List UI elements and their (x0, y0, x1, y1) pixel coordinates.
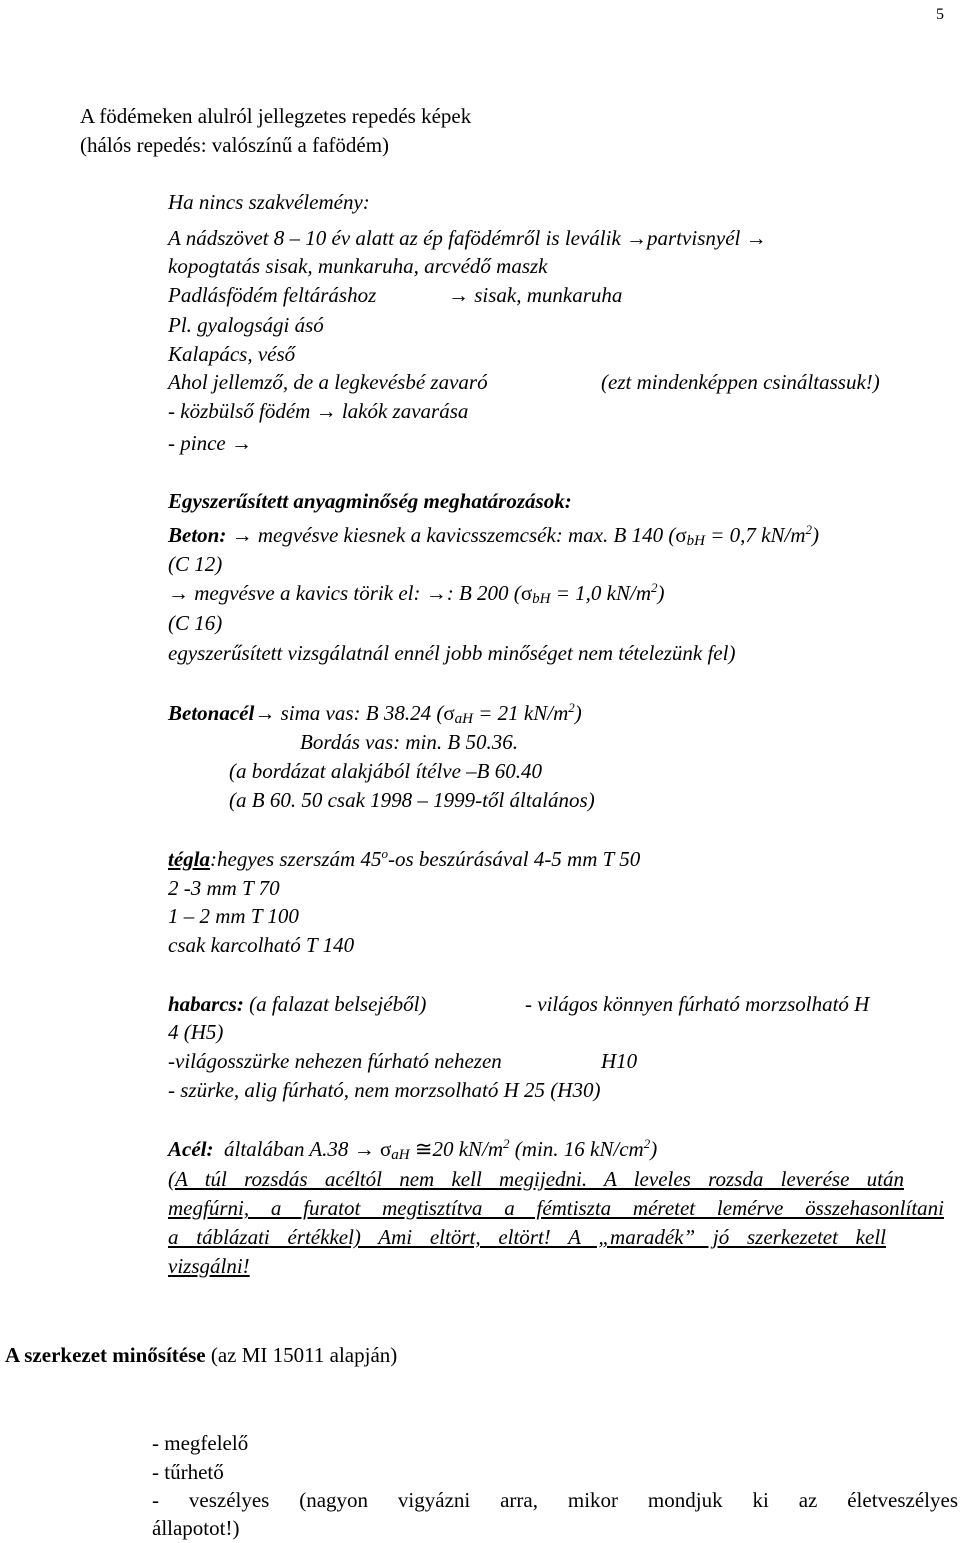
kavics-value: = 1,0 kN/m (550, 581, 651, 605)
nincs-line-4a: Padlásfödém feltáráshoz (168, 283, 377, 307)
arrow-icon: → (254, 701, 276, 725)
degree-sup: o (381, 846, 388, 861)
habarcs-line-1 (168, 991, 426, 1017)
arrow-icon: → (231, 523, 253, 547)
nincs-line-8a: - közbülső födém (168, 399, 316, 423)
bh-subscript: bH (686, 533, 705, 549)
tegla-line-1 (168, 846, 640, 872)
habarcs-line-3a: -világosszürke nehezen fúrható nehezen (168, 1049, 502, 1073)
sup-2: 2 (650, 580, 658, 595)
arrow-icon: → (168, 581, 189, 605)
acel-label: Acél: (168, 1137, 214, 1161)
ah-subscript: aH (391, 1147, 410, 1163)
nincs-line-2a: A nádszövet 8 – 10 év alatt az ép fafödémről is leválik (168, 226, 627, 250)
beton-text: megvésve kiesnek a kavicsszemcsék: max. B 140 ( (257, 523, 676, 547)
bordas-vas: Bordás vas: min. B 50.36. (300, 730, 518, 754)
kavics-text-2: : B 200 ( (446, 581, 521, 605)
habarcs-line-2: 4 (H5) (168, 1020, 224, 1044)
kavics-line (168, 580, 664, 609)
c12: (C 12) (168, 552, 223, 576)
minosites-heading-rest: (az MI 15011 alapján) (205, 1343, 398, 1367)
sigma-symbol: σ (443, 701, 455, 725)
habarcs-line-4: - szürke, alig fúrható, nem morzsolható H 25 (H30) (168, 1078, 601, 1102)
sigma-symbol: σ (520, 581, 533, 605)
nincs-line-6: Kalapács, véső (168, 342, 296, 366)
sup-2: 2 (503, 1136, 510, 1151)
anyag-heading: Egyszerűsített anyagminőség meghatározások: (168, 489, 572, 513)
acel-text-1a: általában A.38 (223, 1137, 354, 1161)
list-item: - veszélyes (nagyon vigyázni arra, mikor mondjuk ki az életveszélyes (152, 1488, 958, 1512)
nincs-line-9 (168, 430, 252, 456)
intro-line-2: (hálós repedés: valószínű a fafödém) (80, 133, 390, 157)
close-paren: ) (574, 701, 582, 725)
minosites-heading (5, 1342, 397, 1368)
tegla-line-2: 2 -3 mm T 70 (168, 876, 280, 900)
ah-subscript: aH (454, 711, 473, 727)
list-item: - megfelelő (152, 1431, 249, 1455)
tegla-line-3: 1 – 2 mm T 100 (168, 904, 299, 928)
arrow-icon: → (626, 226, 648, 250)
bordazat: (a bordázat alakjából ítélve –B 60.40 (229, 759, 543, 783)
nincs-line-9-text: - pince (168, 431, 231, 455)
tegla-line-4: csak karcolható T 140 (168, 933, 355, 957)
nincs-line-3: kopogtatás sisak, munkaruha, arcvédő maszk (168, 254, 548, 278)
nincs-line-2b: partvisnyél (647, 226, 746, 250)
egyszerusitett-note: egyszerűsített vizsgálatnál ennél jobb minőséget nem tételezünk fel) (168, 641, 736, 665)
acel-para-1: (A túl rozsdás acéltól nem kell megijedni. A leveles rozsda leverése után (168, 1167, 904, 1191)
betonacel-line (168, 700, 582, 729)
habarcs-line-1b: - világos könnyen fúrható morzsolható H (525, 992, 870, 1016)
tegla-label: tégla (168, 847, 210, 871)
bh-subscript: bH (532, 591, 551, 607)
sima-vas: sima vas: B 38.24 ( (280, 701, 444, 725)
acel-text-1d: ) (650, 1137, 658, 1161)
intro-line-1: A födémeken alulról jellegzetes repedés képek (80, 104, 472, 128)
nincs-line-4b (448, 282, 622, 308)
nincs-line-4b-text: sisak, munkaruha (474, 283, 623, 307)
beton-value: = 0,7 kN/m (704, 523, 806, 547)
list-item: állapotot!) (152, 1516, 240, 1540)
acel-para-3: a táblázati értékkel) Ami eltört, eltört! A „maradék” jó szerkezetet kell (168, 1225, 886, 1249)
b60-note: (a B 60. 50 csak 1998 – 1999-től általános) (229, 788, 595, 812)
tegla-text-1a: :hegyes szerszám 45 (210, 847, 382, 871)
nincs-line-8b: lakók zavarása (341, 399, 469, 423)
kavics-text: megvésve a kavics törik el: (194, 581, 426, 605)
acel-line-1 (168, 1136, 657, 1165)
nincs-line-7b: (ezt mindenképpen csináltassuk!) (601, 370, 880, 394)
beton-line (168, 522, 819, 551)
betonacel-label: Betonacél (168, 701, 255, 725)
close-paren: ) (657, 581, 665, 605)
sup-2: 2 (805, 522, 812, 537)
habarcs-label: habarcs: (168, 992, 244, 1016)
nincs-line-8 (168, 398, 468, 424)
nincs-line-1: Ha nincs szakvélemény: (168, 190, 370, 214)
page-number: 5 (936, 6, 944, 23)
arrow-icon: → (448, 283, 469, 307)
acel-text-1b: 20 kN/m (432, 1137, 504, 1161)
nincs-line-5: Pl. gyalogsági ásó (168, 313, 324, 337)
sup-2: 2 (643, 1136, 651, 1151)
arrow-icon: → (315, 399, 337, 423)
beton-label: Beton: (168, 523, 227, 547)
sigma-symbol: σ (379, 1137, 392, 1161)
arrow-icon: → (353, 1137, 375, 1161)
acel-text-1c: (min. 16 kN/cm (509, 1137, 644, 1161)
habarcs-line-3b: H10 (601, 1049, 638, 1073)
sigma-symbol: σ (675, 523, 687, 547)
habarcs-text-1a: (a falazat belsejéből) (243, 992, 427, 1016)
close-paren: ) (811, 523, 819, 547)
arrow-icon: → (230, 431, 252, 455)
acel-para-2: megfúrni, a furatot megtisztítva a fémtiszta méretet lemérve összehasonlítani (168, 1196, 944, 1220)
approx-symbol: ≅ (414, 1137, 433, 1161)
minosites-heading-bold: A szerkezet minősítése (5, 1343, 206, 1367)
arrow-icon: → (425, 581, 447, 605)
arrow-icon: → (745, 226, 767, 250)
sima-value: = 21 kN/m (472, 701, 569, 725)
c16: (C 16) (168, 611, 223, 635)
acel-para-4: vizsgálni! (168, 1254, 250, 1278)
sup-2: 2 (568, 700, 575, 715)
nincs-line-7a: Ahol jellemző, de a legkevésbé zavaró (168, 370, 488, 394)
list-item: - tűrhető (152, 1460, 224, 1484)
nincs-line-2 (168, 225, 767, 251)
tegla-text-1b: -os beszúrásával 4-5 mm T 50 (387, 847, 641, 871)
